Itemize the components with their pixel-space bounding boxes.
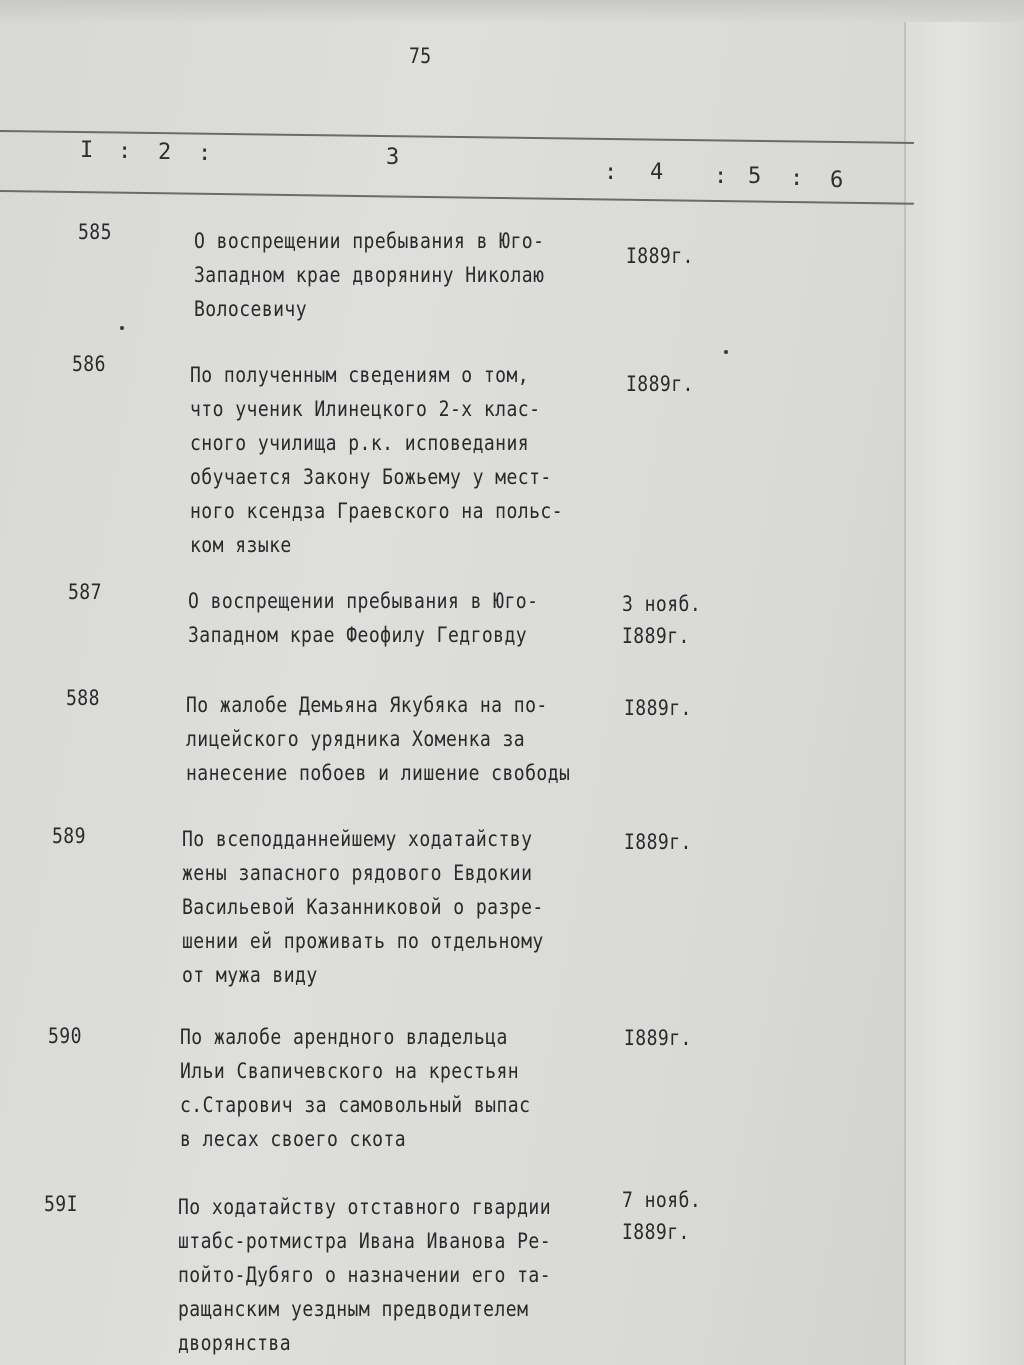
- date-line: I889г.: [624, 830, 692, 854]
- description-line: О воспрещении пребывания в Юго-: [188, 589, 539, 613]
- header-rule-top: [0, 130, 914, 144]
- entry-date: [622, 588, 701, 652]
- entry-number: 59I: [44, 1192, 78, 1216]
- col-header-5: 5: [748, 164, 762, 189]
- entry-date: [626, 368, 694, 400]
- description-line: Ильи Свапичевского на крестьян: [180, 1059, 520, 1083]
- col-header-sep: :: [790, 166, 804, 191]
- entry-number: 590: [48, 1024, 82, 1048]
- header-rule-bottom: [0, 190, 914, 205]
- col-header-sep: :: [604, 160, 618, 185]
- col-header-sep: :: [198, 141, 212, 166]
- description-line: По всеподданнейшему ходатайству: [182, 827, 533, 851]
- col-header-sep: :: [118, 139, 132, 164]
- description-line: По жалобе арендного владельца: [180, 1025, 508, 1049]
- description-line: в лесах своего скота: [180, 1127, 407, 1151]
- description-line: шении ей проживать по отдельному: [182, 929, 544, 953]
- date-line: I889г.: [624, 696, 692, 720]
- col-header-3: 3: [386, 145, 400, 170]
- description-line: По жалобе Демьяна Якубяка на по-: [186, 693, 548, 717]
- page-number: 75: [409, 44, 432, 68]
- description-line: ращанским уездным предводителем: [178, 1297, 529, 1321]
- entry-number: 585: [78, 220, 112, 244]
- entry-description: [178, 1190, 551, 1360]
- description-line: Западном крае Феофилу Гедговду: [188, 623, 528, 647]
- date-line: I889г.: [622, 1220, 690, 1244]
- description-line: Васильевой Казанниковой о разре-: [182, 895, 544, 919]
- description-line: По полученным сведениям о том,: [190, 363, 530, 387]
- entry-date: [624, 826, 692, 858]
- description-line: пойто-Дубяго о назначении его та-: [178, 1263, 552, 1287]
- description-line: ного ксендза Граевского на польс-: [190, 499, 564, 523]
- date-line: I889г.: [622, 624, 690, 648]
- sheet-edge: [904, 22, 1024, 1365]
- description-line: жены запасного рядового Евдокии: [182, 861, 533, 885]
- date-line: I889г.: [626, 372, 694, 396]
- description-line: Волосевичу: [194, 297, 308, 321]
- entry-description: [186, 688, 570, 790]
- description-line: Западном крае дворянину Николаю: [194, 263, 545, 287]
- col-header-4: 4: [650, 160, 664, 185]
- entry-date: [626, 240, 694, 272]
- date-line: I889г.: [626, 244, 694, 268]
- paper-speck: [724, 350, 728, 354]
- description-line: ком языке: [190, 533, 292, 557]
- description-line: дворянства: [178, 1331, 292, 1355]
- col-header-2: 2: [158, 140, 172, 165]
- entry-number: 588: [66, 686, 100, 710]
- description-line: от мужа виду: [182, 963, 318, 987]
- description-line: нанесение побоев и лишение свободы: [186, 761, 571, 785]
- description-line: По ходатайству отставного гвардии: [178, 1195, 552, 1219]
- entry-description: [182, 822, 544, 992]
- description-line: с.Старович за самовольный выпас: [180, 1093, 531, 1117]
- description-line: обучается Закону Божьему у мест-: [190, 465, 552, 489]
- col-header-sep: :: [714, 164, 728, 189]
- entry-number: 587: [68, 580, 102, 604]
- entry-description: [188, 584, 538, 652]
- description-line: сного училища р.к. исповедания: [190, 431, 530, 455]
- date-line: 7 нояб.: [622, 1188, 702, 1212]
- date-line: I889г.: [624, 1026, 692, 1050]
- col-header-6: 6: [830, 168, 844, 193]
- description-line: что ученик Илинецкого 2-х клас-: [190, 397, 541, 421]
- description-line: лицейского урядника Хоменка за: [186, 727, 526, 751]
- entry-description: [194, 224, 544, 326]
- date-line: 3 нояб.: [622, 592, 702, 616]
- entry-number: 589: [52, 824, 86, 848]
- description-line: штабс-ротмистра Ивана Иванова Ре-: [178, 1229, 552, 1253]
- entry-number: 586: [72, 352, 106, 376]
- entry-date: [622, 1184, 701, 1248]
- entry-description: [190, 358, 563, 562]
- entry-description: [180, 1020, 530, 1156]
- entry-date: [624, 1022, 692, 1054]
- paper-speck: [120, 326, 124, 330]
- page-top-shadow: [0, 0, 1024, 24]
- description-line: О воспрещении пребывания в Юго-: [194, 229, 545, 253]
- col-header-1: I: [80, 138, 94, 163]
- entry-date: [624, 692, 692, 724]
